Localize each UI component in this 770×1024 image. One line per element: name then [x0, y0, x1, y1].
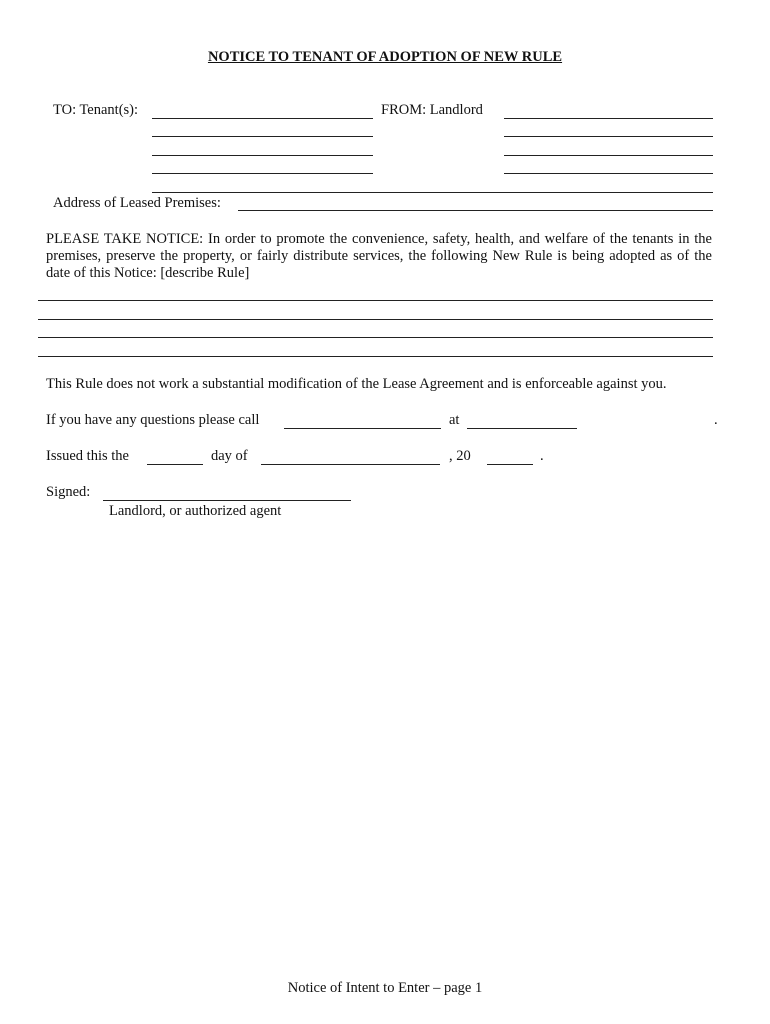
- address-label: Address of Leased Premises:: [53, 195, 221, 211]
- rule-statement: This Rule does not work a substantial modification of the Lease Agreement and is enforceable against you.: [46, 376, 667, 392]
- notice-paragraph: PLEASE TAKE NOTICE: In order to promote the convenience, safety, health, and welfare of the tenants in the premises, preserve the property, or fairly distribute services, the following New Rule is being adopted as of the date of this Notice: [describe Rule]: [46, 231, 712, 281]
- issued-year-label: , 20: [449, 448, 471, 464]
- signature-caption: Landlord, or authorized agent: [109, 503, 282, 519]
- document-title: NOTICE TO TENANT OF ADOPTION OF NEW RULE: [207, 49, 563, 65]
- landlord-line-2[interactable]: [504, 136, 713, 137]
- tenant-name-line-3[interactable]: [152, 155, 373, 156]
- landlord-line-3[interactable]: [504, 155, 713, 156]
- questions-at-label: at: [449, 412, 460, 428]
- address-line[interactable]: [238, 210, 713, 211]
- rule-description-line-4[interactable]: [38, 356, 713, 357]
- questions-period: .: [714, 412, 718, 428]
- from-landlord-label: FROM: Landlord: [381, 102, 483, 118]
- to-tenant-label: TO: Tenant(s):: [53, 102, 139, 118]
- landlord-line-4[interactable]: [504, 173, 713, 174]
- issued-month-line[interactable]: [261, 464, 440, 465]
- issued-label: Issued this the: [46, 448, 129, 464]
- contact-phone-line[interactable]: [467, 428, 577, 429]
- rule-description-line-1[interactable]: [38, 300, 713, 301]
- rule-description-line-2[interactable]: [38, 319, 713, 320]
- issued-year-line[interactable]: [487, 464, 533, 465]
- issued-period: .: [540, 448, 544, 464]
- contact-name-line[interactable]: [284, 428, 441, 429]
- signature-line[interactable]: [103, 500, 351, 501]
- tenant-name-line-1[interactable]: [152, 118, 373, 119]
- issued-day-line[interactable]: [147, 464, 203, 465]
- page-footer: Notice of Intent to Enter – page 1: [287, 980, 483, 996]
- landlord-line-1[interactable]: [504, 118, 713, 119]
- tenant-extra-line[interactable]: [152, 192, 713, 193]
- questions-label: If you have any questions please call: [46, 412, 260, 428]
- rule-description-line-3[interactable]: [38, 337, 713, 338]
- tenant-name-line-4[interactable]: [152, 173, 373, 174]
- tenant-name-line-2[interactable]: [152, 136, 373, 137]
- signed-label: Signed:: [46, 484, 91, 500]
- issued-day-of-label: day of: [211, 448, 248, 464]
